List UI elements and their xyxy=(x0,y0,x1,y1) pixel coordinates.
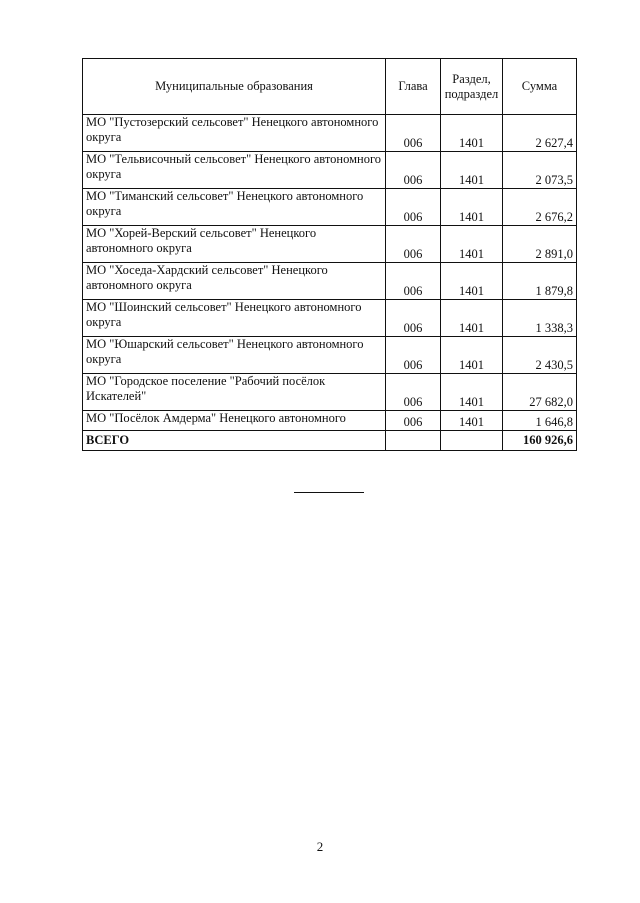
summa-value: 2 430,5 xyxy=(503,337,577,374)
municipality-name: МО "Тельвисочный сельсовет" Ненецкого автономного округа xyxy=(83,152,386,189)
table-header-row xyxy=(83,59,577,115)
glava-code: 006 xyxy=(386,337,441,374)
razdel-code: 1401 xyxy=(441,226,503,263)
razdel-code: 1401 xyxy=(441,115,503,152)
header-razdel xyxy=(441,59,503,115)
glava-code: 006 xyxy=(386,300,441,337)
total-row xyxy=(83,431,577,451)
table-row xyxy=(83,374,577,411)
razdel-code: 1401 xyxy=(441,337,503,374)
table-row xyxy=(83,115,577,152)
razdel-code: 1401 xyxy=(441,300,503,337)
municipality-name: МО "Посёлок Амдерма" Ненецкого автономного xyxy=(83,411,386,431)
table-row xyxy=(83,189,577,226)
summa-value: 1 879,8 xyxy=(503,263,577,300)
glava-code: 006 xyxy=(386,189,441,226)
razdel-code: 1401 xyxy=(441,411,503,431)
table-row xyxy=(83,411,577,431)
summa-value: 1 646,8 xyxy=(503,411,577,431)
table-row xyxy=(83,300,577,337)
municipality-name: МО "Шоинский сельсовет" Ненецкого автономного округа xyxy=(83,300,386,337)
municipality-name: МО "Юшарский сельсовет" Ненецкого автономного округа xyxy=(83,337,386,374)
summa-value: 2 627,4 xyxy=(503,115,577,152)
glava-code: 006 xyxy=(386,263,441,300)
total-razdel xyxy=(441,431,503,451)
municipality-name: МО "Пустозерский сельсовет" Ненецкого автономного округа xyxy=(83,115,386,152)
glava-code: 006 xyxy=(386,411,441,431)
header-razdel-line2: подраздел xyxy=(444,86,499,101)
municipality-name: МО "Хоседа-Хардский сельсовет" Ненецкого автономного округа xyxy=(83,263,386,300)
municipality-name: МО "Городское поселение "Рабочий посёлок Искателей" xyxy=(83,374,386,411)
razdel-code: 1401 xyxy=(441,263,503,300)
municipality-name: МО "Хорей-Верский сельсовет" Ненецкого автономного округа xyxy=(83,226,386,263)
header-summa: Сумма xyxy=(503,59,577,115)
header-razdel-line1: Раздел, xyxy=(452,71,491,86)
table-row xyxy=(83,226,577,263)
municipality-name: МО "Тиманский сельсовет" Ненецкого автономного округа xyxy=(83,189,386,226)
end-divider-line xyxy=(294,492,364,493)
total-label: ВСЕГО xyxy=(83,431,386,451)
razdel-code: 1401 xyxy=(441,189,503,226)
total-summa: 160 926,6 xyxy=(503,431,577,451)
summa-value: 2 073,5 xyxy=(503,152,577,189)
total-glava xyxy=(386,431,441,451)
razdel-code: 1401 xyxy=(441,374,503,411)
summa-value: 1 338,3 xyxy=(503,300,577,337)
header-glava: Глава xyxy=(386,59,441,115)
summa-value: 2 676,2 xyxy=(503,189,577,226)
table-row xyxy=(83,263,577,300)
header-municipalities: Муниципальные образования xyxy=(83,59,386,115)
table-row xyxy=(83,152,577,189)
glava-code: 006 xyxy=(386,226,441,263)
razdel-code: 1401 xyxy=(441,152,503,189)
budget-table xyxy=(82,58,577,451)
glava-code: 006 xyxy=(386,374,441,411)
page-number: 2 xyxy=(316,839,324,854)
summa-value: 27 682,0 xyxy=(503,374,577,411)
summa-value: 2 891,0 xyxy=(503,226,577,263)
glava-code: 006 xyxy=(386,115,441,152)
glava-code: 006 xyxy=(386,152,441,189)
table-row xyxy=(83,337,577,374)
